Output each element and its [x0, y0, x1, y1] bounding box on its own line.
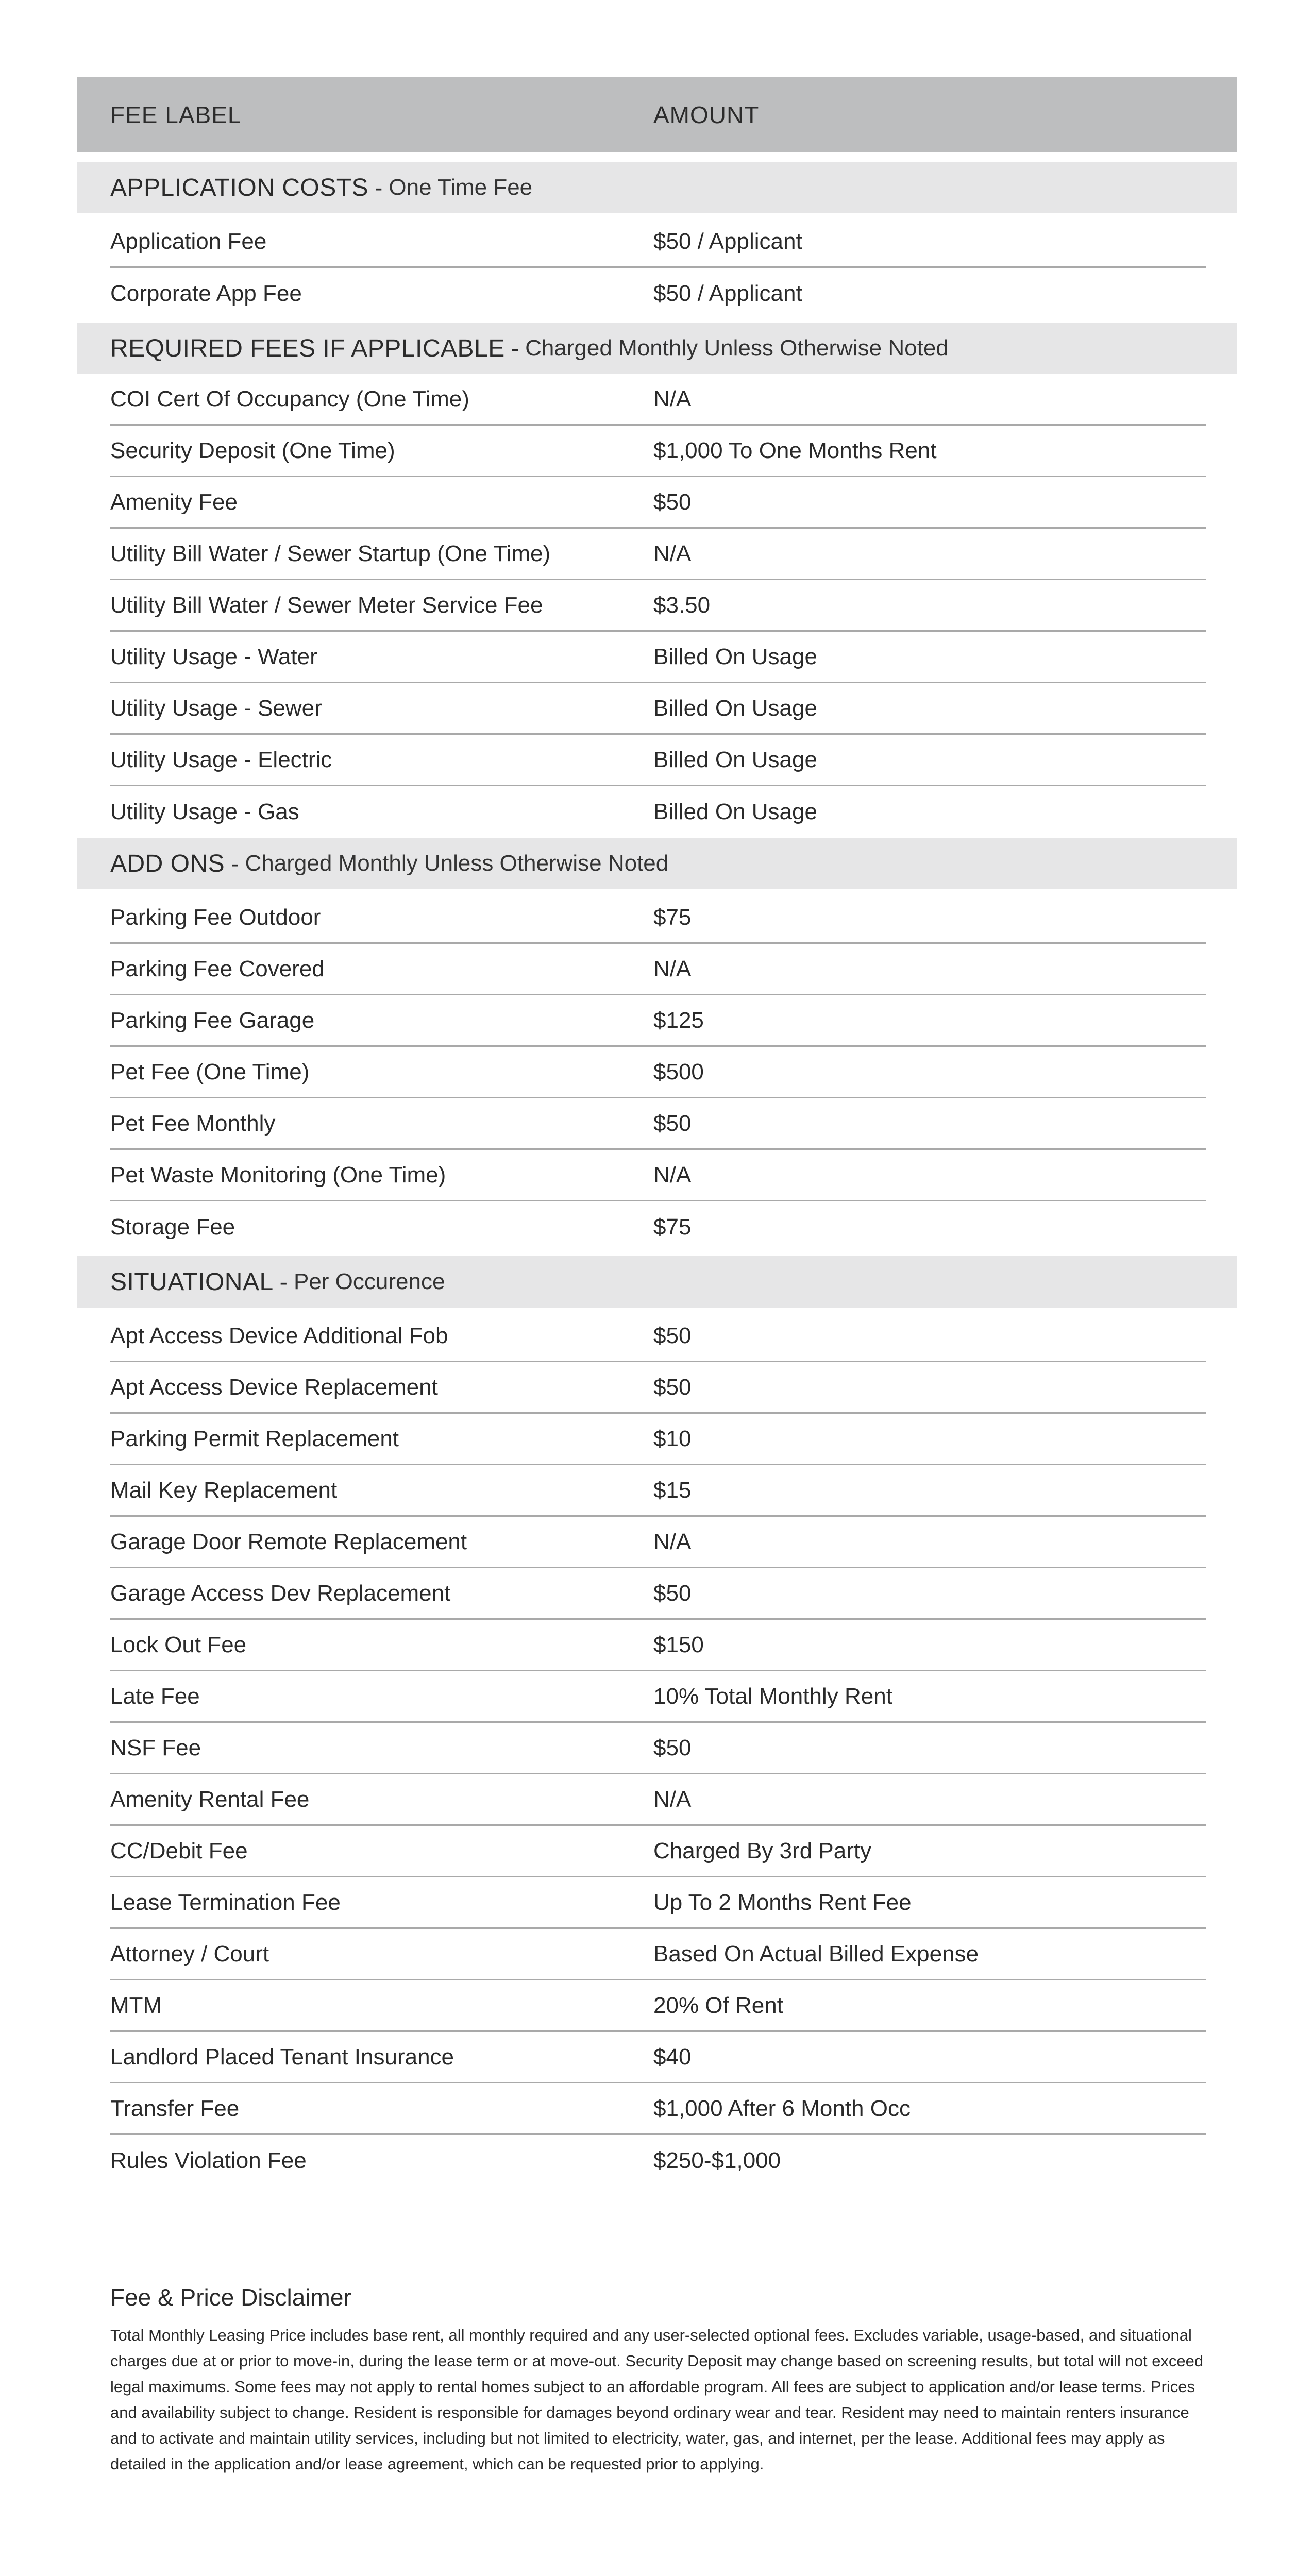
fee-amount: $75 [653, 904, 692, 930]
table-row [110, 580, 1206, 632]
fee-label: Garage Access Dev Replacement [110, 1580, 451, 1606]
table-row [110, 2135, 1206, 2187]
table-row [110, 786, 1206, 838]
table-row [110, 1517, 1206, 1568]
fee-label: Pet Waste Monitoring (One Time) [110, 1162, 446, 1188]
header-fee-label: FEE LABEL [110, 101, 242, 128]
table-row [110, 1877, 1206, 1929]
table-row [110, 1047, 1206, 1098]
table-row [110, 1362, 1206, 1414]
table-row [110, 1150, 1206, 1201]
fee-amount: N/A [653, 386, 692, 412]
fee-amount: Billed On Usage [653, 747, 817, 772]
fee-amount: $50 [653, 489, 692, 515]
fee-label: Apt Access Device Additional Fob [110, 1323, 448, 1348]
fee-table [77, 77, 1237, 2187]
table-row [110, 683, 1206, 735]
table-row [110, 1774, 1206, 1826]
fee-label: Application Fee [110, 228, 267, 254]
section-separator: - [375, 174, 383, 201]
fee-label: Utility Bill Water / Sewer Meter Service Fee [110, 592, 543, 618]
fee-label: Lock Out Fee [110, 1632, 247, 1657]
fee-label: NSF Fee [110, 1735, 201, 1760]
fee-amount: Up To 2 Months Rent Fee [653, 1889, 912, 1915]
fee-label: Utility Usage - Sewer [110, 695, 322, 721]
section-title: SITUATIONAL [110, 1268, 274, 1296]
fee-amount: $250-$1,000 [653, 2148, 781, 2173]
fee-amount: $15 [653, 1477, 692, 1503]
fee-amount: $50 [653, 1323, 692, 1348]
fee-label: Attorney / Court [110, 1941, 269, 1967]
table-row [110, 529, 1206, 580]
section-subtitle: Charged Monthly Unless Otherwise Noted [245, 851, 669, 876]
fee-price-disclaimer [110, 2283, 1208, 2477]
fee-label: CC/Debit Fee [110, 1838, 248, 1863]
fee-amount: $1,000 After 6 Month Occ [653, 2095, 911, 2121]
section-separator: - [279, 1268, 288, 1295]
fee-amount: $50 [653, 1580, 692, 1606]
section-title: REQUIRED FEES IF APPLICABLE [110, 334, 505, 362]
section-subtitle: Per Occurence [293, 1269, 445, 1294]
table-row [110, 1465, 1206, 1517]
fee-amount: $75 [653, 1214, 692, 1240]
table-row [110, 632, 1206, 683]
fee-label: Utility Bill Water / Sewer Startup (One Time) [110, 540, 551, 566]
fee-amount: N/A [653, 956, 692, 981]
table-row [110, 1826, 1206, 1877]
table-header [77, 77, 1237, 152]
fee-label: Parking Fee Outdoor [110, 904, 321, 930]
fee-amount: $125 [653, 1007, 704, 1033]
fee-label: Storage Fee [110, 1214, 235, 1240]
header-amount: AMOUNT [653, 101, 760, 128]
fee-label: MTM [110, 1992, 162, 2018]
fee-amount: $50 / Applicant [653, 281, 802, 306]
fee-label: Parking Fee Garage [110, 1007, 315, 1033]
table-row [110, 1980, 1206, 2032]
table-row [110, 892, 1206, 944]
fee-label: Apt Access Device Replacement [110, 1374, 438, 1400]
section-situational [77, 1256, 1237, 1308]
section-application-costs [77, 162, 1237, 213]
fee-amount: $50 [653, 1110, 692, 1136]
fee-amount: $10 [653, 1426, 692, 1451]
fee-label: Utility Usage - Gas [110, 799, 299, 824]
fee-amount: N/A [653, 1162, 692, 1188]
fee-label: Late Fee [110, 1683, 200, 1709]
fee-amount: N/A [653, 1529, 692, 1554]
table-row [110, 477, 1206, 529]
fee-label: Landlord Placed Tenant Insurance [110, 2044, 454, 2070]
fee-label: Transfer Fee [110, 2095, 240, 2121]
table-row [110, 2032, 1206, 2083]
section-subtitle: Charged Monthly Unless Otherwise Noted [525, 335, 949, 361]
fee-amount: $50 [653, 1735, 692, 1760]
section-title: APPLICATION COSTS [110, 174, 369, 201]
table-row [110, 1311, 1206, 1362]
fee-amount: Billed On Usage [653, 643, 817, 669]
table-row [110, 1671, 1206, 1723]
fee-amount: $3.50 [653, 592, 711, 618]
table-row [110, 1098, 1206, 1150]
table-row [110, 268, 1206, 319]
table-row [110, 944, 1206, 995]
section-separator: - [231, 850, 239, 877]
fee-amount: $500 [653, 1059, 704, 1084]
fee-label: Amenity Fee [110, 489, 238, 515]
fee-label: Parking Fee Covered [110, 956, 325, 981]
table-row [110, 1201, 1206, 1253]
fee-label: Parking Permit Replacement [110, 1426, 399, 1451]
fee-label: COI Cert Of Occupancy (One Time) [110, 386, 469, 412]
fee-label: Amenity Rental Fee [110, 1786, 310, 1812]
fee-amount: Based On Actual Billed Expense [653, 1941, 979, 1967]
fee-label: Utility Usage - Electric [110, 747, 332, 772]
fee-amount: N/A [653, 1786, 692, 1812]
fee-amount: Billed On Usage [653, 799, 817, 824]
section-title: ADD ONS [110, 850, 225, 877]
fee-amount: 10% Total Monthly Rent [653, 1683, 892, 1709]
section-add-ons [77, 838, 1237, 889]
fee-amount: $50 [653, 1374, 692, 1400]
table-row [110, 995, 1206, 1047]
fee-amount: $40 [653, 2044, 692, 2070]
table-row [110, 374, 1206, 426]
table-row [110, 1620, 1206, 1671]
table-row [110, 2083, 1206, 2135]
fee-label: Pet Fee Monthly [110, 1110, 276, 1136]
fee-label: Utility Usage - Water [110, 643, 317, 669]
table-row [110, 1568, 1206, 1620]
section-separator: - [511, 335, 519, 362]
fee-label: Garage Door Remote Replacement [110, 1529, 467, 1554]
fee-amount: Billed On Usage [653, 695, 817, 721]
fee-amount: $1,000 To One Months Rent [653, 437, 937, 463]
disclaimer-body: Total Monthly Leasing Price includes base rent, all monthly required and any user-selected optional fees. Excludes variable, usage-based, and situational charges due at or prior to move-in, during the lease term or at move-out. Security Deposit may change based on screening results, but total will not exceed legal maximums. Some fees may not apply to rental homes subject to an affordable program. All fees are subject to application and/or lease terms. Prices and availability subject to change. Resident is responsible for damages beyond ordinary wear and tear. Resident may need to maintain renters insurance and to activate and maintain utility services, including but not limited to electricity, water, gas, and internet, per the lease. Additional fees may apply as detailed in the application and/or lease agreement, which can be requested prior to applying. [110, 2326, 1204, 2473]
fee-label: Pet Fee (One Time) [110, 1059, 310, 1084]
table-row [110, 1929, 1206, 1980]
fee-label: Mail Key Replacement [110, 1477, 338, 1503]
fee-amount: Charged By 3rd Party [653, 1838, 872, 1863]
table-row [110, 735, 1206, 786]
table-row [110, 216, 1206, 268]
fee-label: Rules Violation Fee [110, 2148, 307, 2173]
table-row [110, 1414, 1206, 1465]
disclaimer-title: Fee & Price Disclaimer [110, 2284, 351, 2311]
fee-label: Security Deposit (One Time) [110, 437, 395, 463]
table-row [110, 1723, 1206, 1774]
table-row [110, 426, 1206, 477]
section-required-fees [77, 323, 1237, 374]
fee-amount: N/A [653, 540, 692, 566]
fee-label: Lease Termination Fee [110, 1889, 341, 1915]
section-subtitle: One Time Fee [389, 175, 533, 200]
fee-label: Corporate App Fee [110, 281, 302, 306]
fee-amount: 20% Of Rent [653, 1992, 783, 2018]
fee-amount: $50 / Applicant [653, 228, 802, 254]
fee-amount: $150 [653, 1632, 704, 1657]
